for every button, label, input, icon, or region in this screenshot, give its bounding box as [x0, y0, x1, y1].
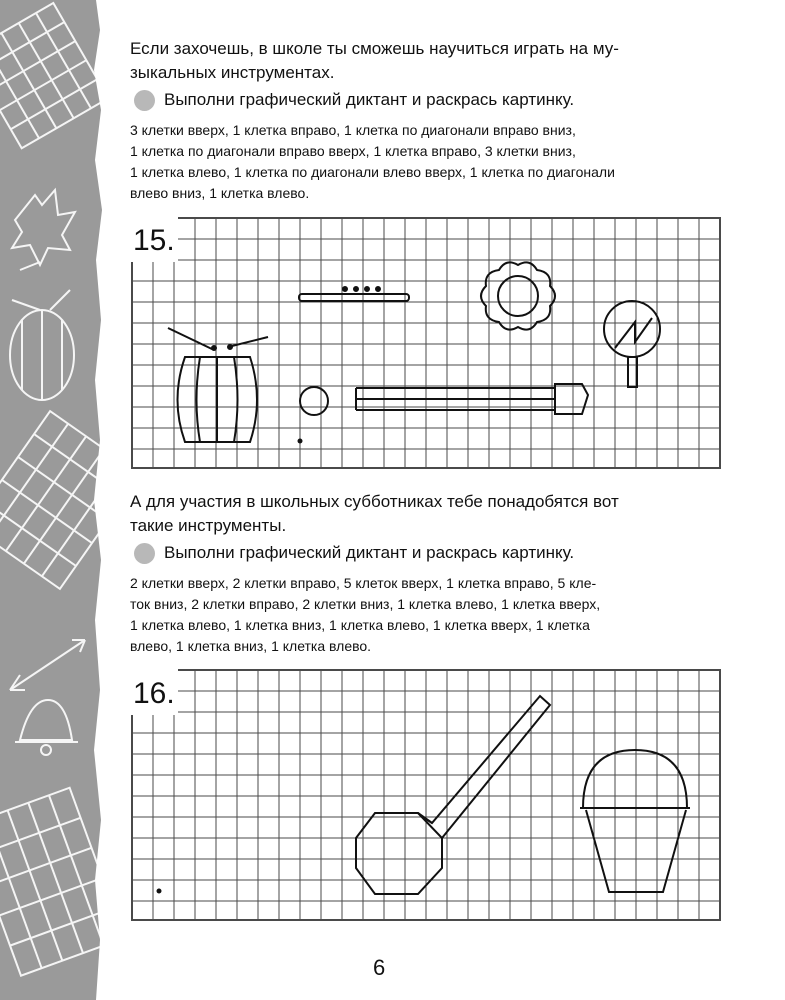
intro-text-line-2: такие инструменты.: [130, 516, 287, 535]
dictation-line: 2 клетки вверх, 2 клетки вправо, 5 клеток вверх, 1 клетка вправо, 5 кле-: [130, 575, 597, 591]
dictation-line: ток вниз, 2 клетки вправо, 2 клетки вниз, 1 клетка влево, 1 клетка вверх,: [130, 596, 601, 612]
dictation-line: влево, 1 клетка вниз, 1 клетка влево.: [130, 638, 372, 654]
page-number: 6: [373, 955, 386, 980]
intro-text-line-1: Если захочешь, в школе ты сможешь научиться играть на му-: [130, 39, 619, 58]
dictation-line: влево вниз, 1 клетка влево.: [130, 185, 310, 201]
dictation-line: 1 клетка влево, 1 клетка по диагонали влево вверх, 1 клетка по диагонали: [130, 164, 615, 180]
shovel-drawing: [356, 696, 550, 894]
dictation-line: 1 клетка влево, 1 клетка вниз, 1 клетка влево, 1 клетка вверх, 1 клетка: [130, 617, 590, 633]
intro-text-line-1: А для участия в школьных субботниках тебе понадобятся вот: [130, 492, 619, 511]
exercise-number-16: 16.: [133, 677, 175, 710]
start-dot: [157, 889, 162, 894]
bucket-drawing: [580, 750, 690, 892]
task-label: Выполни графический диктант и раскрась картинку.: [164, 543, 575, 562]
dictation-line: 3 клетки вверх, 1 клетка вправо, 1 клетка по диагонали вправо вниз,: [130, 122, 576, 138]
exercise-number-15: 15.: [133, 224, 175, 257]
dictation-line: 1 клетка по диагонали вправо вверх, 1 клетка вправо, 3 клетки вниз,: [130, 143, 576, 159]
task-label: Выполни графический диктант и раскрась картинку.: [164, 90, 575, 109]
intro-text-line-2: зыкальных инструментах.: [130, 63, 335, 82]
